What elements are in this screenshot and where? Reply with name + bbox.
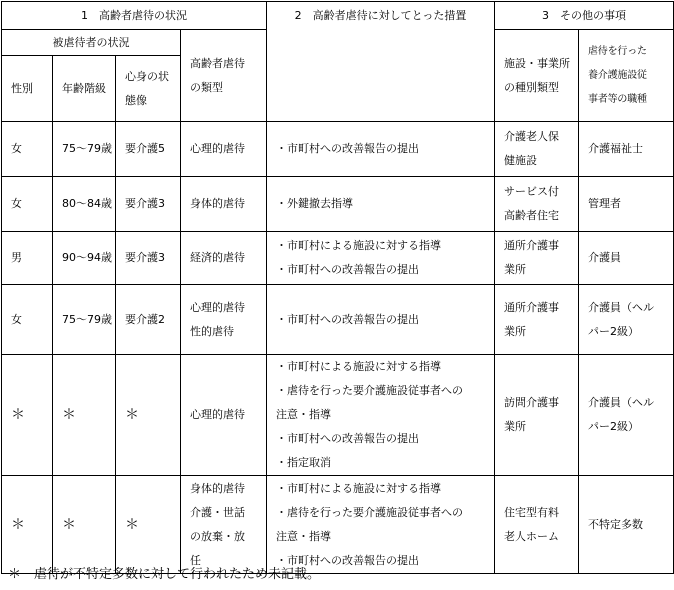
cell-abuse-type xyxy=(181,122,267,177)
col-sex-header: 性別 xyxy=(2,56,53,122)
cell-line: ・市町村による施設に対する指導 xyxy=(276,239,441,252)
section2-header: 2 高齢者虐待に対してとった措置 xyxy=(267,2,495,122)
col-age-header: 年齢階級 xyxy=(53,56,116,122)
cell-line: 管理者 xyxy=(588,197,621,210)
cell-line: 業所 xyxy=(504,263,526,276)
cell-abuse-type xyxy=(181,476,267,574)
cell-line: 介護福祉士 xyxy=(588,142,643,155)
cell-line: ・市町村への改善報告の提出 xyxy=(276,553,419,567)
victim-status-header: 被虐待者の状況 xyxy=(2,30,181,56)
table-row xyxy=(2,232,674,285)
cell-sex: 男 xyxy=(2,232,53,285)
col-abuser-job-line: 養介護施設従 xyxy=(588,69,647,81)
cell-line: の放棄・放 xyxy=(190,529,245,543)
cell-line: 業所 xyxy=(504,324,526,338)
col-abuser-job-line: 事者等の職種 xyxy=(588,93,647,105)
table-row xyxy=(2,285,674,355)
abuse-report-table xyxy=(1,1,674,574)
cell-line: 介護・世話 xyxy=(190,505,245,519)
cell-age: ＊ xyxy=(53,476,116,574)
cell-line: 心理的虐待 xyxy=(190,300,245,314)
col-facility-type-header xyxy=(495,30,579,122)
col-facility-type-line: の種別類型 xyxy=(504,80,559,94)
cell-line: ・外鍵撤去指導 xyxy=(276,197,353,210)
cell-condition: ＊ xyxy=(116,355,181,476)
footnote: ＊ 虐待が不特定多数に対して行われたため未記載。 xyxy=(8,567,321,582)
cell-line: ・虐待を行った要介護施設従事者への xyxy=(276,384,463,397)
cell-line: 老人ホーム xyxy=(504,529,559,543)
cell-line: 介護老人保 xyxy=(504,130,559,143)
cell-line: サービス付 xyxy=(504,185,559,198)
cell-age: ＊ xyxy=(53,355,116,476)
cell-line: 業所 xyxy=(504,420,526,433)
cell-line: 高齢者住宅 xyxy=(504,209,559,222)
cell-age: 75〜79歳 xyxy=(53,285,116,355)
cell-abuse-type xyxy=(181,232,267,285)
cell-abuse-type xyxy=(181,285,267,355)
cell-facility xyxy=(495,476,579,574)
cell-line: 注意・指導 xyxy=(276,529,331,543)
cell-facility xyxy=(495,122,579,177)
cell-sex: 女 xyxy=(2,285,53,355)
col-condition-line: 心身の状 xyxy=(125,69,169,83)
cell-measures xyxy=(267,122,495,177)
cell-sex: 女 xyxy=(2,122,53,177)
col-abuse-type-line: 高齢者虐待 xyxy=(190,56,245,70)
cell-facility xyxy=(495,355,579,476)
cell-line: 注意・指導 xyxy=(276,408,331,421)
cell-job xyxy=(579,285,674,355)
cell-line: パー2級） xyxy=(588,420,639,433)
cell-line: 通所介護事 xyxy=(504,239,559,252)
cell-line: ・市町村への改善報告の提出 xyxy=(276,432,419,445)
cell-line: 心理的虐待 xyxy=(190,142,245,155)
cell-line: 任 xyxy=(190,553,201,567)
col-abuser-job-header xyxy=(579,30,674,122)
cell-job xyxy=(579,476,674,574)
cell-condition: 要介護3 xyxy=(116,232,181,285)
col-condition-line: 態像 xyxy=(125,93,147,107)
cell-condition: 要介護5 xyxy=(116,122,181,177)
cell-facility xyxy=(495,232,579,285)
cell-sex: ＊ xyxy=(2,476,53,574)
table-row xyxy=(2,355,674,476)
cell-condition: 要介護2 xyxy=(116,285,181,355)
cell-job xyxy=(579,177,674,232)
cell-condition: ＊ xyxy=(116,476,181,574)
cell-facility xyxy=(495,285,579,355)
cell-line: パー2級） xyxy=(588,324,639,338)
cell-condition: 要介護3 xyxy=(116,177,181,232)
cell-line: ・市町村による施設に対する指導 xyxy=(276,360,441,373)
cell-line: 介護員 xyxy=(588,251,621,264)
cell-job xyxy=(579,122,674,177)
cell-line: 住宅型有料 xyxy=(504,505,559,519)
cell-line: 訪問介護事 xyxy=(504,396,559,409)
cell-line: 介護員（ヘル xyxy=(588,300,654,314)
cell-line: 心理的虐待 xyxy=(190,408,245,421)
cell-measures xyxy=(267,177,495,232)
col-abuse-type-header xyxy=(181,30,267,122)
cell-age: 80〜84歳 xyxy=(53,177,116,232)
table-row xyxy=(2,177,674,232)
cell-measures xyxy=(267,232,495,285)
cell-line: 不特定多数 xyxy=(588,517,643,531)
cell-line: 性的虐待 xyxy=(190,324,234,338)
section3-header: 3 その他の事項 xyxy=(495,2,674,30)
table-row xyxy=(2,122,674,177)
cell-line: 身体的虐待 xyxy=(190,197,245,210)
cell-abuse-type xyxy=(181,355,267,476)
cell-age: 75〜79歳 xyxy=(53,122,116,177)
cell-measures xyxy=(267,476,495,574)
cell-line: 介護員（ヘル xyxy=(588,396,654,409)
section1-header: 1 高齢者虐待の状況 xyxy=(2,2,267,30)
cell-abuse-type xyxy=(181,177,267,232)
cell-sex: ＊ xyxy=(2,355,53,476)
cell-measures xyxy=(267,285,495,355)
table-row xyxy=(2,476,674,574)
cell-job xyxy=(579,232,674,285)
col-abuser-job-line: 虐待を行った xyxy=(588,45,647,57)
cell-line: 経済的虐待 xyxy=(190,251,245,264)
cell-line: ・指定取消 xyxy=(276,456,331,469)
cell-line: ・市町村への改善報告の提出 xyxy=(276,263,419,276)
cell-line: ・市町村への改善報告の提出 xyxy=(276,142,419,155)
col-condition-header xyxy=(116,56,181,122)
cell-line: ・市町村への改善報告の提出 xyxy=(276,312,419,326)
cell-line: 通所介護事 xyxy=(504,300,559,314)
cell-line: 健施設 xyxy=(504,154,537,167)
cell-line: ・虐待を行った要介護施設従事者への xyxy=(276,505,463,519)
cell-sex: 女 xyxy=(2,177,53,232)
cell-age: 90〜94歳 xyxy=(53,232,116,285)
cell-job xyxy=(579,355,674,476)
col-abuse-type-line: の類型 xyxy=(190,80,223,94)
cell-measures xyxy=(267,355,495,476)
cell-facility xyxy=(495,177,579,232)
col-facility-type-line: 施設・事業所 xyxy=(504,56,570,70)
cell-line: 身体的虐待 xyxy=(190,481,245,495)
cell-line: ・市町村による施設に対する指導 xyxy=(276,481,441,495)
